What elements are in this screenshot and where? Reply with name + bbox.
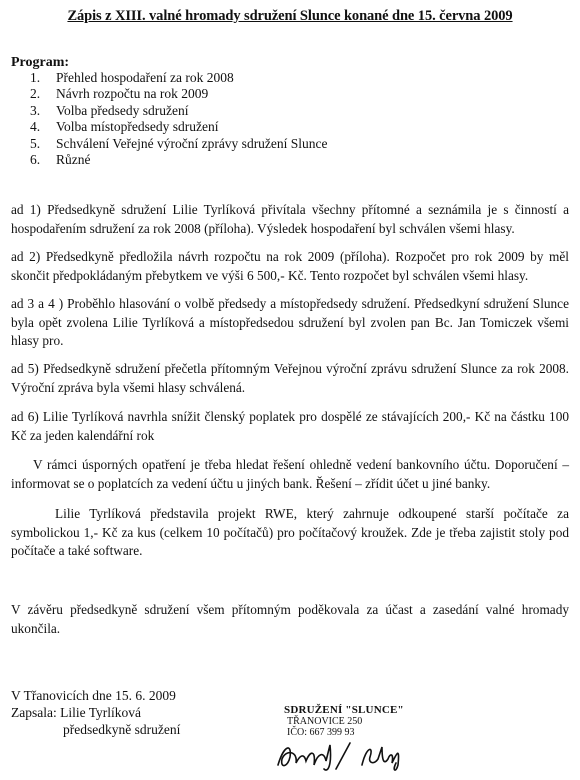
paragraph-ad5: ad 5) Předsedkyně sdružení přečetla přítomným Veřejnou výroční zprávu sdružení Slunce za rok 2008. Výroční zpráva byla všemi hlasy schválená. bbox=[11, 361, 569, 395]
stamp-address: TŘANOVICE 250 bbox=[287, 716, 363, 727]
program-item bbox=[30, 86, 328, 102]
stamp-organization: SDRUŽENÍ "SLUNCE" bbox=[284, 704, 404, 716]
program-item bbox=[30, 119, 328, 135]
program-item bbox=[30, 103, 328, 119]
document-title: Zápis z XIII. valné hromady sdružení Slunce konané dne 15. června 2009 bbox=[67, 8, 513, 24]
program-item-text: Schválení Veřejné výroční zprávy sdružení Slunce bbox=[56, 135, 328, 151]
handwritten-signature bbox=[270, 735, 420, 775]
program-item-text: Návrh rozpočtu na rok 2009 bbox=[56, 86, 209, 102]
paragraph-ad6: ad 6) Lilie Tyrlíková navrhla snížit členský poplatek pro dospělé ze stávajících 200,- Kč na částku 100 Kč za jeden kalendářní rok bbox=[11, 409, 569, 443]
program-item-number: 3. bbox=[30, 102, 41, 118]
program-item-text: Volba místopředsedy sdružení bbox=[56, 119, 219, 135]
program-item bbox=[30, 70, 328, 86]
paragraph-closing: V závěru předsedkyně sdružení všem přítomným poděkovala za účast a zasedání valné hromady ukončila. bbox=[11, 602, 569, 636]
program-item-number: 5. bbox=[30, 135, 41, 151]
place-date: V Třanovicích dne 15. 6. 2009 bbox=[11, 688, 176, 703]
program-heading: Program: bbox=[11, 55, 70, 70]
paragraph-ad1: ad 1) Předsedkyně sdružení Lilie Tyrlíková přivítala všechny přítomné a seznámila je s činností a hospodařením sdružení za rok 2008 (příloha). Výsledek hospodaření byl schválen všemi hlasy. bbox=[11, 202, 569, 236]
program-item-number: 4. bbox=[30, 119, 41, 135]
paragraph-bank-account: V rámci úsporných opatření je třeba hledat řešení ohledně vedení bankovního účtu. Doporučení – informovat se o poplatcích za vedení účtu u jiných bank. Řešení – zřídit účet u jiné banky. bbox=[11, 457, 569, 491]
program-item-number: 2. bbox=[30, 86, 41, 102]
recorded-by: Zapsala: Lilie Tyrlíková bbox=[11, 705, 142, 720]
paragraph-ad2: ad 2) Předsedkyně předložila návrh rozpočtu na rok 2009 (příloha). Rozpočet pro rok 2009 by měl skončit předpokládaným přebytkem ve výši 6 500,- Kč. Tento rozpočet byl schválen všemi hlasy. bbox=[11, 249, 569, 283]
stamp-ico: IČO: 667 399 93 bbox=[287, 727, 355, 738]
program-item-text: Různé bbox=[56, 152, 91, 168]
program-item-text: Přehled hospodaření za rok 2008 bbox=[56, 70, 234, 85]
program-item-text: Volba předsedy sdružení bbox=[56, 102, 189, 118]
organization-stamp bbox=[284, 704, 404, 738]
paragraph-ad3-4: ad 3 a 4 ) Proběhlo hlasování o volbě předsedy a místopředsedy sdružení. Předsedkyní sdružení Slunce byla opět zvolena Lilie Tyrlíková a místopředsedou sdružení byl zvolen pan Bc. Jan Tomiczek všemi hlasy pro. bbox=[11, 296, 569, 348]
program-list bbox=[30, 70, 328, 168]
program-item bbox=[30, 136, 328, 152]
program-item-number: 1. bbox=[30, 70, 41, 85]
program-item bbox=[30, 152, 328, 168]
program-item-number: 6. bbox=[30, 152, 41, 168]
footer-signature-block bbox=[11, 687, 180, 738]
paragraph-rwe-project: Lilie Tyrlíková představila projekt RWE, který zahrnuje odkoupené starší počítače za symbolickou 1,- Kč za kus (celkem 10 počítačů) pro počítačový kroužek. Zde je třeba zajistit stoly pod počítače a také software. bbox=[11, 506, 569, 558]
recorder-role: předsedkyně sdružení bbox=[63, 722, 181, 737]
